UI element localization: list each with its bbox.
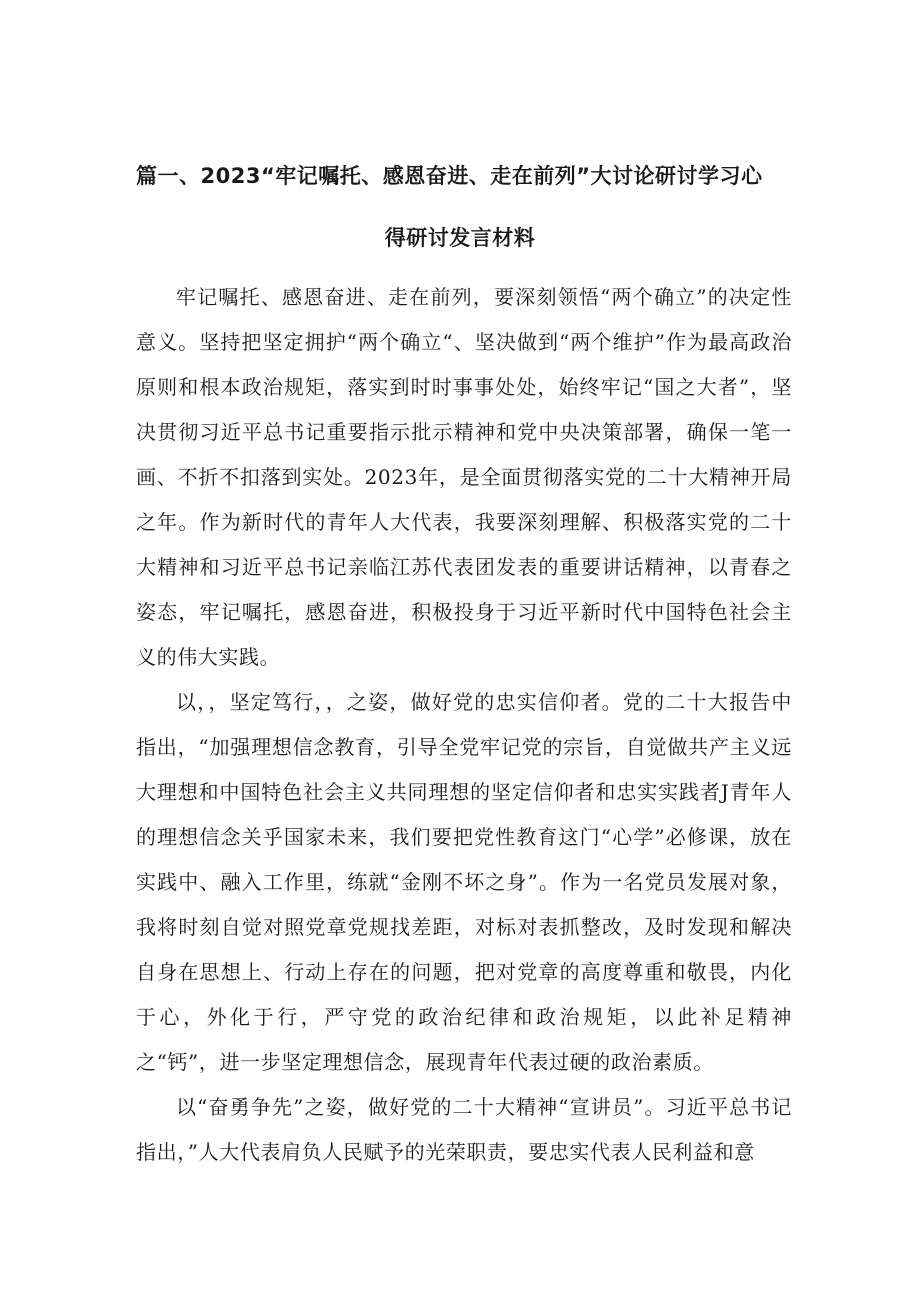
paragraph-1: 牢记嘱托、感恩奋进、走在前列，要深刻领悟“两个确立”的决定性意义。坚持把坚定拥护“两个确立“、坚决做到“两个维护”作为最高政治原则和根本政治规矩，落实到时时事事处处，始终牢记“国之大者”，坚决贯彻习近平总书记重要指示批示精神和党中央决策部署，确保一笔一画、不折不扣落到实处。2023年，是全面贯彻落实党的二十大精神开局之年。作为新时代的青年人大代表，我要深刻理解、积极落实党的二十大精神和习近平总书记亲临江苏代表团发表的重要讲话精神，以青春之姿态，牢记嘱托，感恩奋进，积极投身于习近平新时代中国特色社会主义的伟大实践。 [136, 285, 792, 669]
document-body [136, 275, 792, 1175]
paragraph-3: 以“奋勇争先”之姿，做好党的二十大精神“宣讲员”。习近平总书记指出，”人大代表肩负人民赋予的光荣职责，要忠实代表人民利益和意 [136, 1095, 792, 1164]
document-title-line-1: 篇一、2023“牢记嘱托、感恩奋进、走在前列”大讨论研讨学习心 [136, 164, 763, 188]
paragraph-2: 以，，坚定笃行，，之姿，做好党的忠实信仰者。党的二十大报告中指出，“加强理想信念教育，引导全党牢记党的宗旨，自觉做共产主义远大理想和中国特色社会主义共同理想的坚定信仰者和忠实实践者J青年人的理想信念关乎国家未来，我们要把党性教育这门“心学”必修课，放在实践中、融入工作里，练就“金刚不坏之身”。作为一名党员发展对象，我将时刻自觉对照党章党规找差距，对标对表抓整改，及时发现和解决自身在思想上、行动上存在的问题，把对党章的高度尊重和敬畏，内化于心，外化于行，严守党的政治纪律和政治规矩，以此补足精神之“钙”，进一步坚定理想信念，展现青年代表过硬的政治素质。 [136, 690, 792, 1074]
document-title-line-2: 得研讨发言材料 [384, 226, 536, 250]
